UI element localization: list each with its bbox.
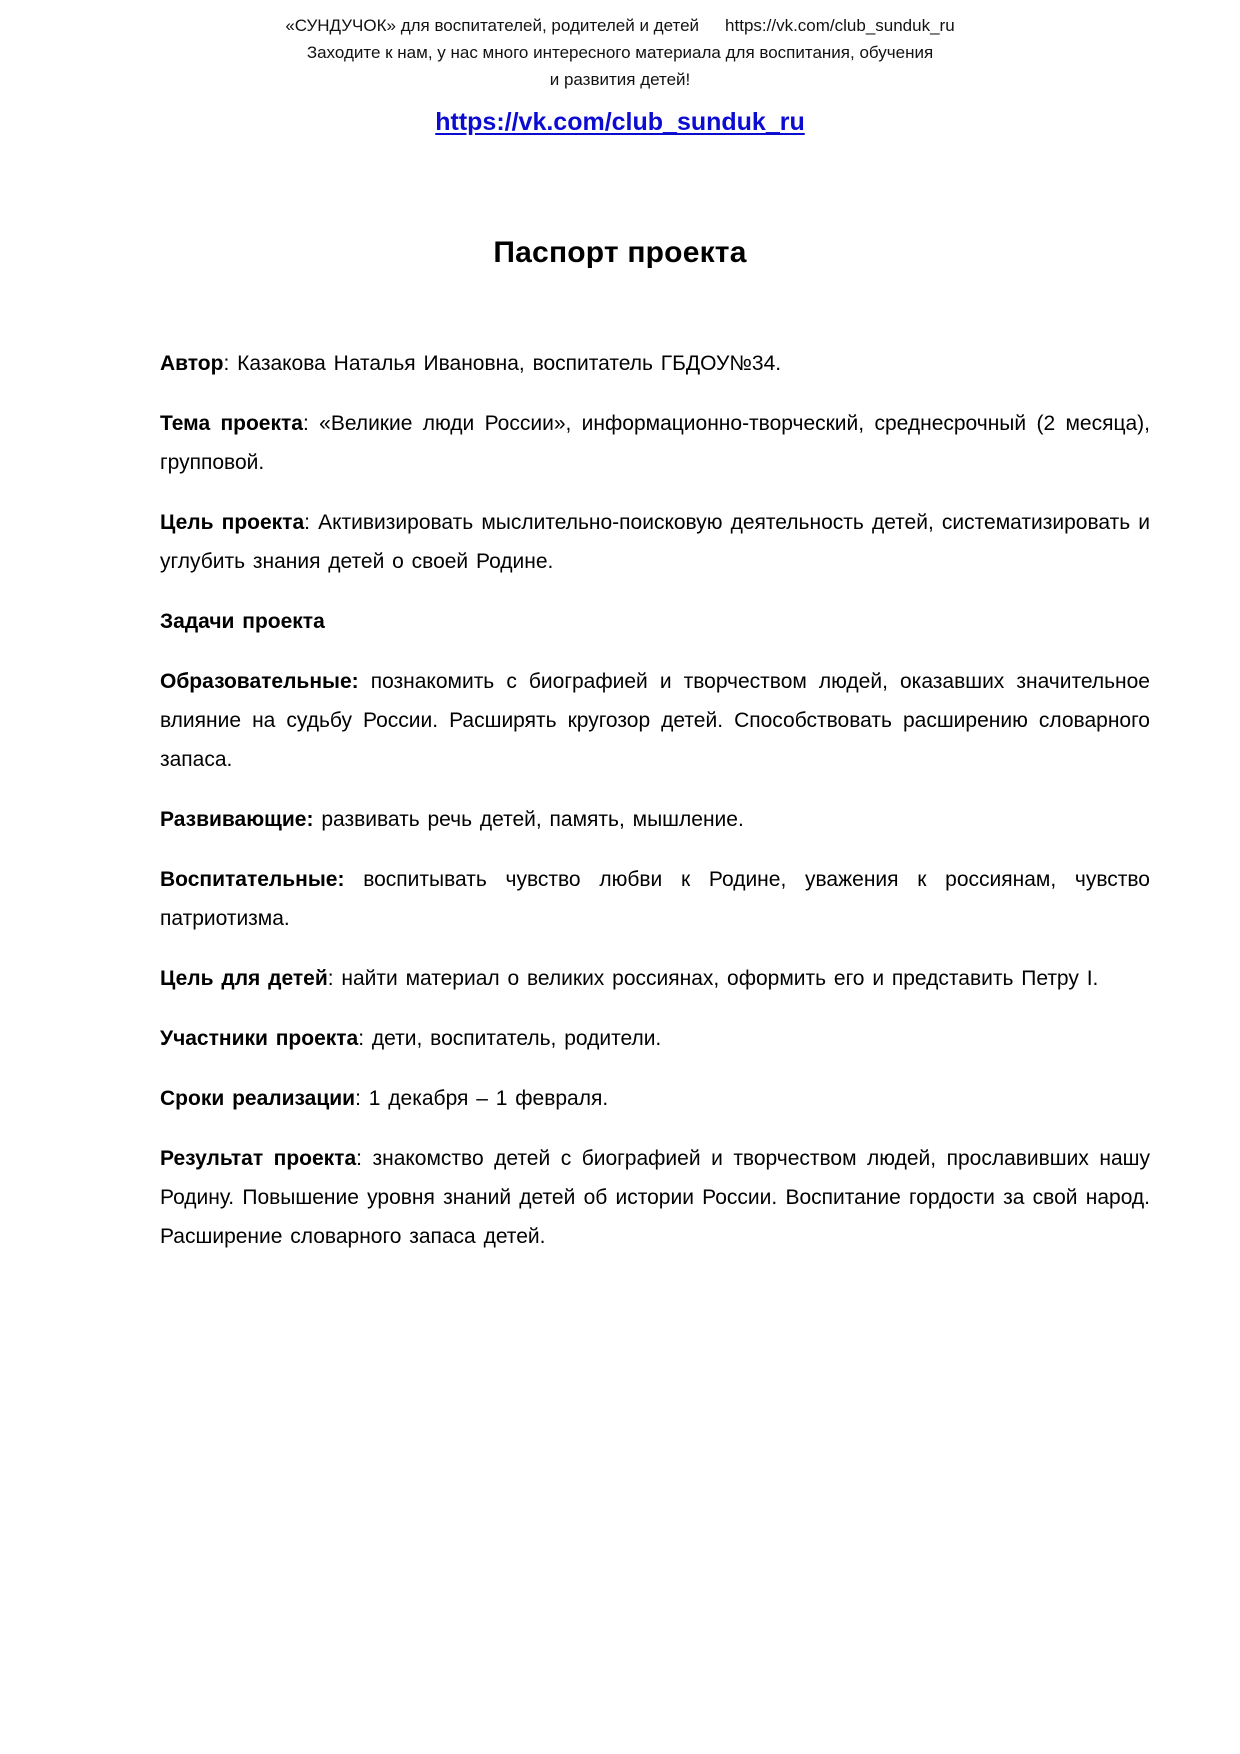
page-title: Паспорт проекта	[493, 236, 747, 269]
paragraph-label: Тема проекта	[160, 412, 303, 435]
paragraph-text: : 1 декабря – 1 февраля.	[355, 1087, 609, 1110]
paragraph-developmental	[160, 800, 1150, 839]
paragraph-timeline	[160, 1079, 1150, 1118]
header-line3: и развития детей!	[549, 70, 691, 89]
paragraph-children-goal	[160, 959, 1150, 998]
paragraph-label: Развивающие:	[160, 808, 314, 831]
paragraph-text: : найти материал о великих россиянах, оформить его и представить Петру I.	[327, 967, 1099, 990]
paragraph-text: : Казакова Наталья Ивановна, воспитатель ГБДОУ№34.	[223, 352, 782, 375]
paragraph-label: Результат проекта	[160, 1147, 357, 1170]
paragraph-text: : Активизировать мыслительно-поисковую деятельность детей, систематизировать и углубить знания детей о своей Родине.	[160, 511, 1150, 573]
paragraph-label: Автор	[160, 352, 224, 375]
header-club-url[interactable]: https://vk.com/club_sunduk_ru	[725, 16, 955, 35]
header-line2: Заходите к нам, у нас много интересного материала для воспитания, обучения	[306, 43, 934, 62]
paragraph-author	[160, 344, 1150, 383]
paragraph-label: Цель проекта	[160, 511, 305, 534]
paragraph-educational	[160, 662, 1150, 779]
paragraph-text: развивать речь детей, память, мышление.	[313, 808, 744, 831]
header-line1	[0, 12, 1240, 39]
paragraph-goal	[160, 503, 1150, 581]
paragraph-label: Задачи проекта	[160, 610, 325, 633]
document-body	[160, 344, 1150, 1256]
paragraph-text: воспитывать чувство любви к Родине, уважения к россиянам, чувство патриотизма.	[160, 868, 1150, 930]
paragraph-text: : знакомство детей с биографией и творчеством людей, прославивших нашу Родину. Повышение уровня знаний детей об истории России. Воспитание гордости за свой народ. Расширение словарного запаса детей.	[160, 1147, 1150, 1248]
paragraph-label: Цель для детей	[160, 967, 328, 990]
paragraph-label: Воспитательные:	[160, 868, 345, 891]
club-link[interactable]: https://vk.com/club_sunduk_ru	[435, 108, 805, 136]
paragraph-participants	[160, 1019, 1150, 1058]
big-link-row	[0, 109, 1240, 138]
paragraph-label: Участники проекта	[160, 1027, 359, 1050]
paragraph-text: познакомить с биографией и творчеством людей, оказавших значительное влияние на судьбу России. Расширять кругозор детей. Способствовать расширению словарного запаса.	[160, 670, 1150, 771]
paragraph-result	[160, 1139, 1150, 1256]
header-club-name: «СУНДУЧОК» для воспитателей, родителей и детей	[285, 16, 700, 35]
paragraph-text: : дети, воспитатель, родители.	[358, 1027, 662, 1050]
document-header	[0, 0, 1240, 138]
paragraph-text: : «Великие люди России», информационно-творческий, среднесрочный (2 месяца), групповой.	[160, 412, 1151, 474]
paragraph-theme	[160, 404, 1150, 482]
paragraph-upbringing	[160, 860, 1150, 938]
paragraph-label: Образовательные:	[160, 670, 359, 693]
paragraph-label: Сроки реализации	[160, 1087, 356, 1110]
heading-tasks	[160, 602, 1150, 641]
